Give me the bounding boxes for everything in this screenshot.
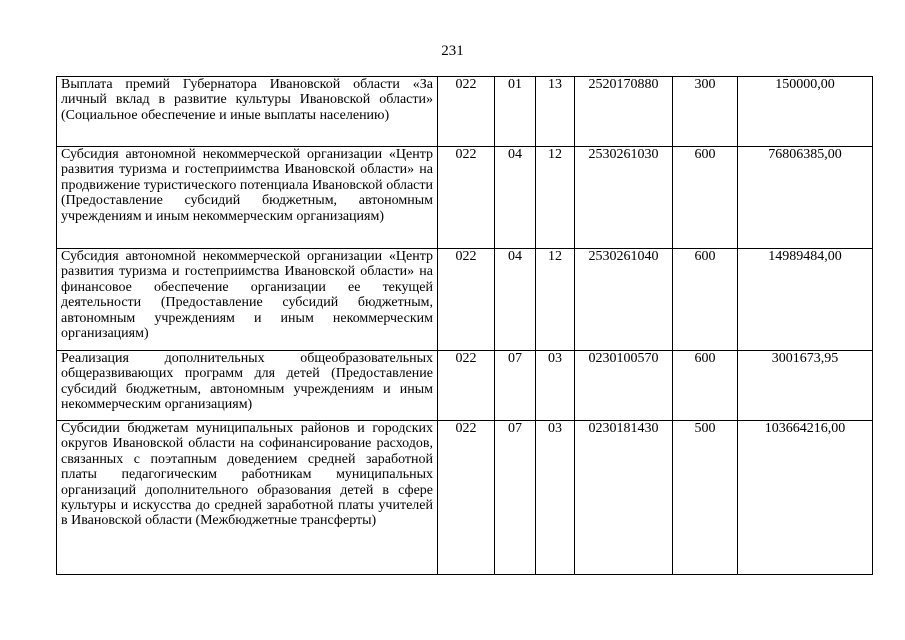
ministry-code: 022 [438,147,495,249]
table-row [57,77,873,147]
expense-type-code: 600 [673,351,738,421]
section-code: 04 [495,249,536,351]
expense-description: Реализация дополнительных общеобразовательных общеразвивающих программ для детей (Предоставление субсидий бюджетным, автономным учреждениям и иным некоммерческим организациям) [57,351,438,421]
subsection-code: 12 [536,249,575,351]
section-code: 07 [495,351,536,421]
page-number: 231 [441,43,464,59]
expense-description: Субсидия автономной некоммерческой организации «Центр развития туризма и гостеприимства Ивановской области» на продвижение туристического потенциала Ивановской области (Предоставление субсидий бюджетным, автономным учреждениям и иным некоммерческим организациям) [57,147,438,249]
expense-type-code: 300 [673,77,738,147]
expense-description: Субсидия автономной некоммерческой организации «Центр развития туризма и гостеприимства Ивановской области» на финансовое обеспечение организации ее текущей деятельности (Предоставление субсидий бюджетным, автономным учреждениям и иным некоммерческим организациям) [57,249,438,351]
subsection-code: 12 [536,147,575,249]
table-row [57,147,873,249]
target-article-code: 2530261030 [575,147,673,249]
target-article-code: 0230100570 [575,351,673,421]
section-code: 07 [495,421,536,575]
table-row [57,249,873,351]
section-code: 01 [495,77,536,147]
expense-description: Субсидии бюджетам муниципальных районов и городских округов Ивановской области на софинансирование расходов, связанных с поэтапным доведением средней заработной платы педагогическим работникам муниципальных организаций дополнительного образования детей в сфере культуры и искусства до средней заработной платы учителей в Ивановской области (Межбюджетные трансферты) [57,421,438,575]
subsection-code: 03 [536,421,575,575]
expense-type-code: 600 [673,249,738,351]
table-row [57,351,873,421]
amount-value: 150000,00 [738,77,873,147]
amount-value: 103664216,00 [738,421,873,575]
amount-value: 14989484,00 [738,249,873,351]
ministry-code: 022 [438,249,495,351]
expense-type-code: 600 [673,147,738,249]
target-article-code: 2520170880 [575,77,673,147]
subsection-code: 13 [536,77,575,147]
expense-description: Выплата премий Губернатора Ивановской области «За личный вклад в развитие культуры Ивановской области» (Социальное обеспечение и иные выплаты населению) [57,77,438,147]
target-article-code: 2530261040 [575,249,673,351]
ministry-code: 022 [438,421,495,575]
amount-value: 3001673,95 [738,351,873,421]
ministry-code: 022 [438,77,495,147]
budget-table [56,76,873,575]
table-row [57,421,873,575]
target-article-code: 0230181430 [575,421,673,575]
subsection-code: 03 [536,351,575,421]
amount-value: 76806385,00 [738,147,873,249]
expense-type-code: 500 [673,421,738,575]
section-code: 04 [495,147,536,249]
ministry-code: 022 [438,351,495,421]
